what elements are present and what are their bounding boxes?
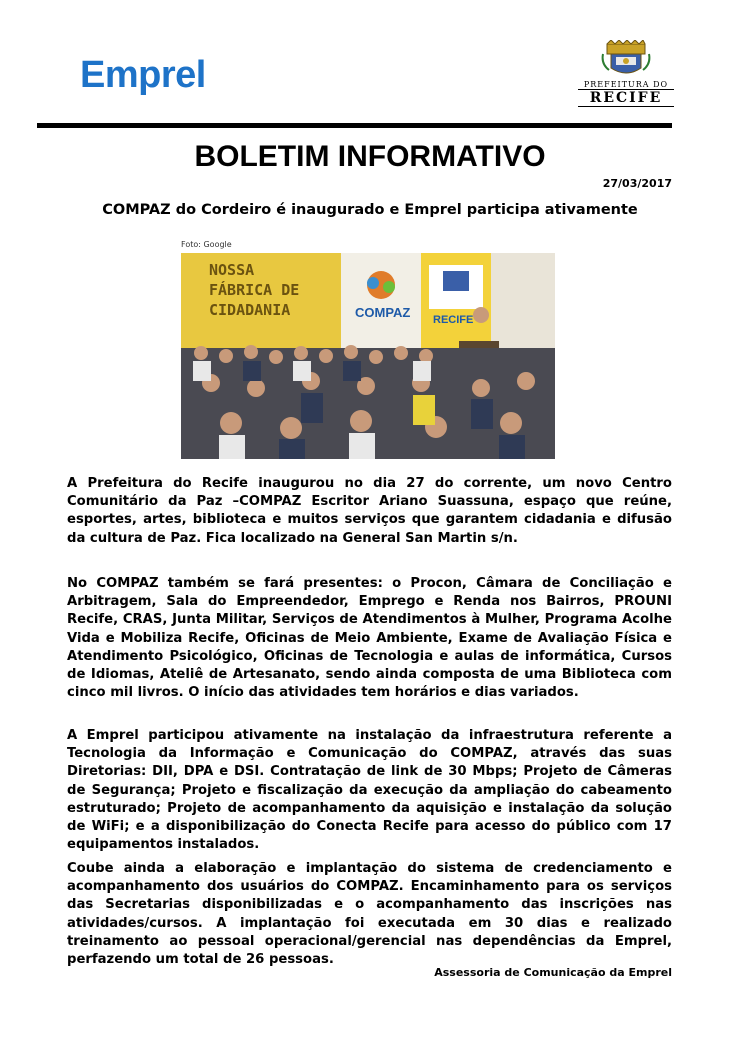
publication-date: 27/03/2017 (602, 177, 672, 190)
signature: Assessoria de Comunicação da Emprel (434, 966, 672, 979)
recife-logo-line2: RECIFE (578, 89, 674, 107)
paragraph-4: Coube ainda a elaboração e implantação do sistema de credenciamento e acompanhamento dos usuários do COMPAZ. Encaminhamento para os serviços das Secretarias disponibilizadas e o acompanhamento das inscrições nas atividades/cursos. A implantação foi executada em 30 dias e realizado treinamento ao pessoal operacional/gerencial nas dependências da Emprel, perfazendo um total de 26 pessoas. (67, 861, 672, 968)
photo-credit: Foto: Google (181, 240, 232, 249)
emprel-logo: Emprel (80, 54, 206, 96)
paragraph-1: A Prefeitura do Recife inaugurou no dia 27 do corrente, um novo Centro Comunitário da Paz –COMPAZ Escritor Ariano Suassuna, espaço que reúne, esportes, artes, biblioteca e muitos serviços que garantem cidadania e difusão da cultura de Paz. Fica localizado na General San Martin s/n. (67, 476, 672, 546)
svg-text:RECIFE: RECIFE (433, 314, 474, 326)
paragraph-2: No COMPAZ também se fará presentes: o Procon, Câmara de Conciliação e Arbitragem, Sala do Empreendedor, Emprego e Renda nos Bairros, PROUNI Recife, CRAS, Junta Militar, Serviços de Atendimentos à Mulher, Programa Acolhe Vida e Mobiliza Recife, Oficinas de Meio Ambiente, Exame de Avaliação Física e Atendimento Psicológico, Oficinas de Tecnologia e aulas de informática, Cursos de Idiomas, Ateliê de Artesanato, sendo ainda composta de uma Biblioteca com cinco mil livros. O início das atividades tem horários e dias variados. (67, 576, 672, 701)
article-headline: COMPAZ do Cordeiro é inaugurado e Emprel participa ativamente (102, 202, 638, 218)
svg-text:CIDADANIA: CIDADANIA (209, 301, 291, 319)
prefeitura-recife-logo (578, 40, 674, 107)
svg-text:COMPAZ: COMPAZ (355, 305, 411, 320)
recife-coat-of-arms-icon (601, 40, 651, 78)
svg-text:FÁBRICA DE: FÁBRICA DE (209, 281, 300, 299)
event-photo (181, 253, 555, 459)
header-rule (37, 123, 672, 128)
svg-text:NOSSA: NOSSA (209, 261, 255, 279)
paragraph-3: A Emprel participou ativamente na instalação da infraestrutura referente a Tecnologia da Informação e Comunicação do COMPAZ, através das suas Diretorias: DII, DPA e DSI. Contratação de link de 30 Mbps; Projeto de Câmeras de Segurança; Projeto e fiscalização da execução da ampliação do cabeamento estruturado; Projeto de acompanhamento da aquisição e instalação da solução de WiFi; e a disponibilização do Conecta Recife para acesso do público com 17 equipamentos instalados. (67, 728, 672, 853)
page-title: BOLETIM INFORMATIVO (194, 140, 546, 173)
recife-logo-line1: PREFEITURA DO (583, 80, 669, 89)
